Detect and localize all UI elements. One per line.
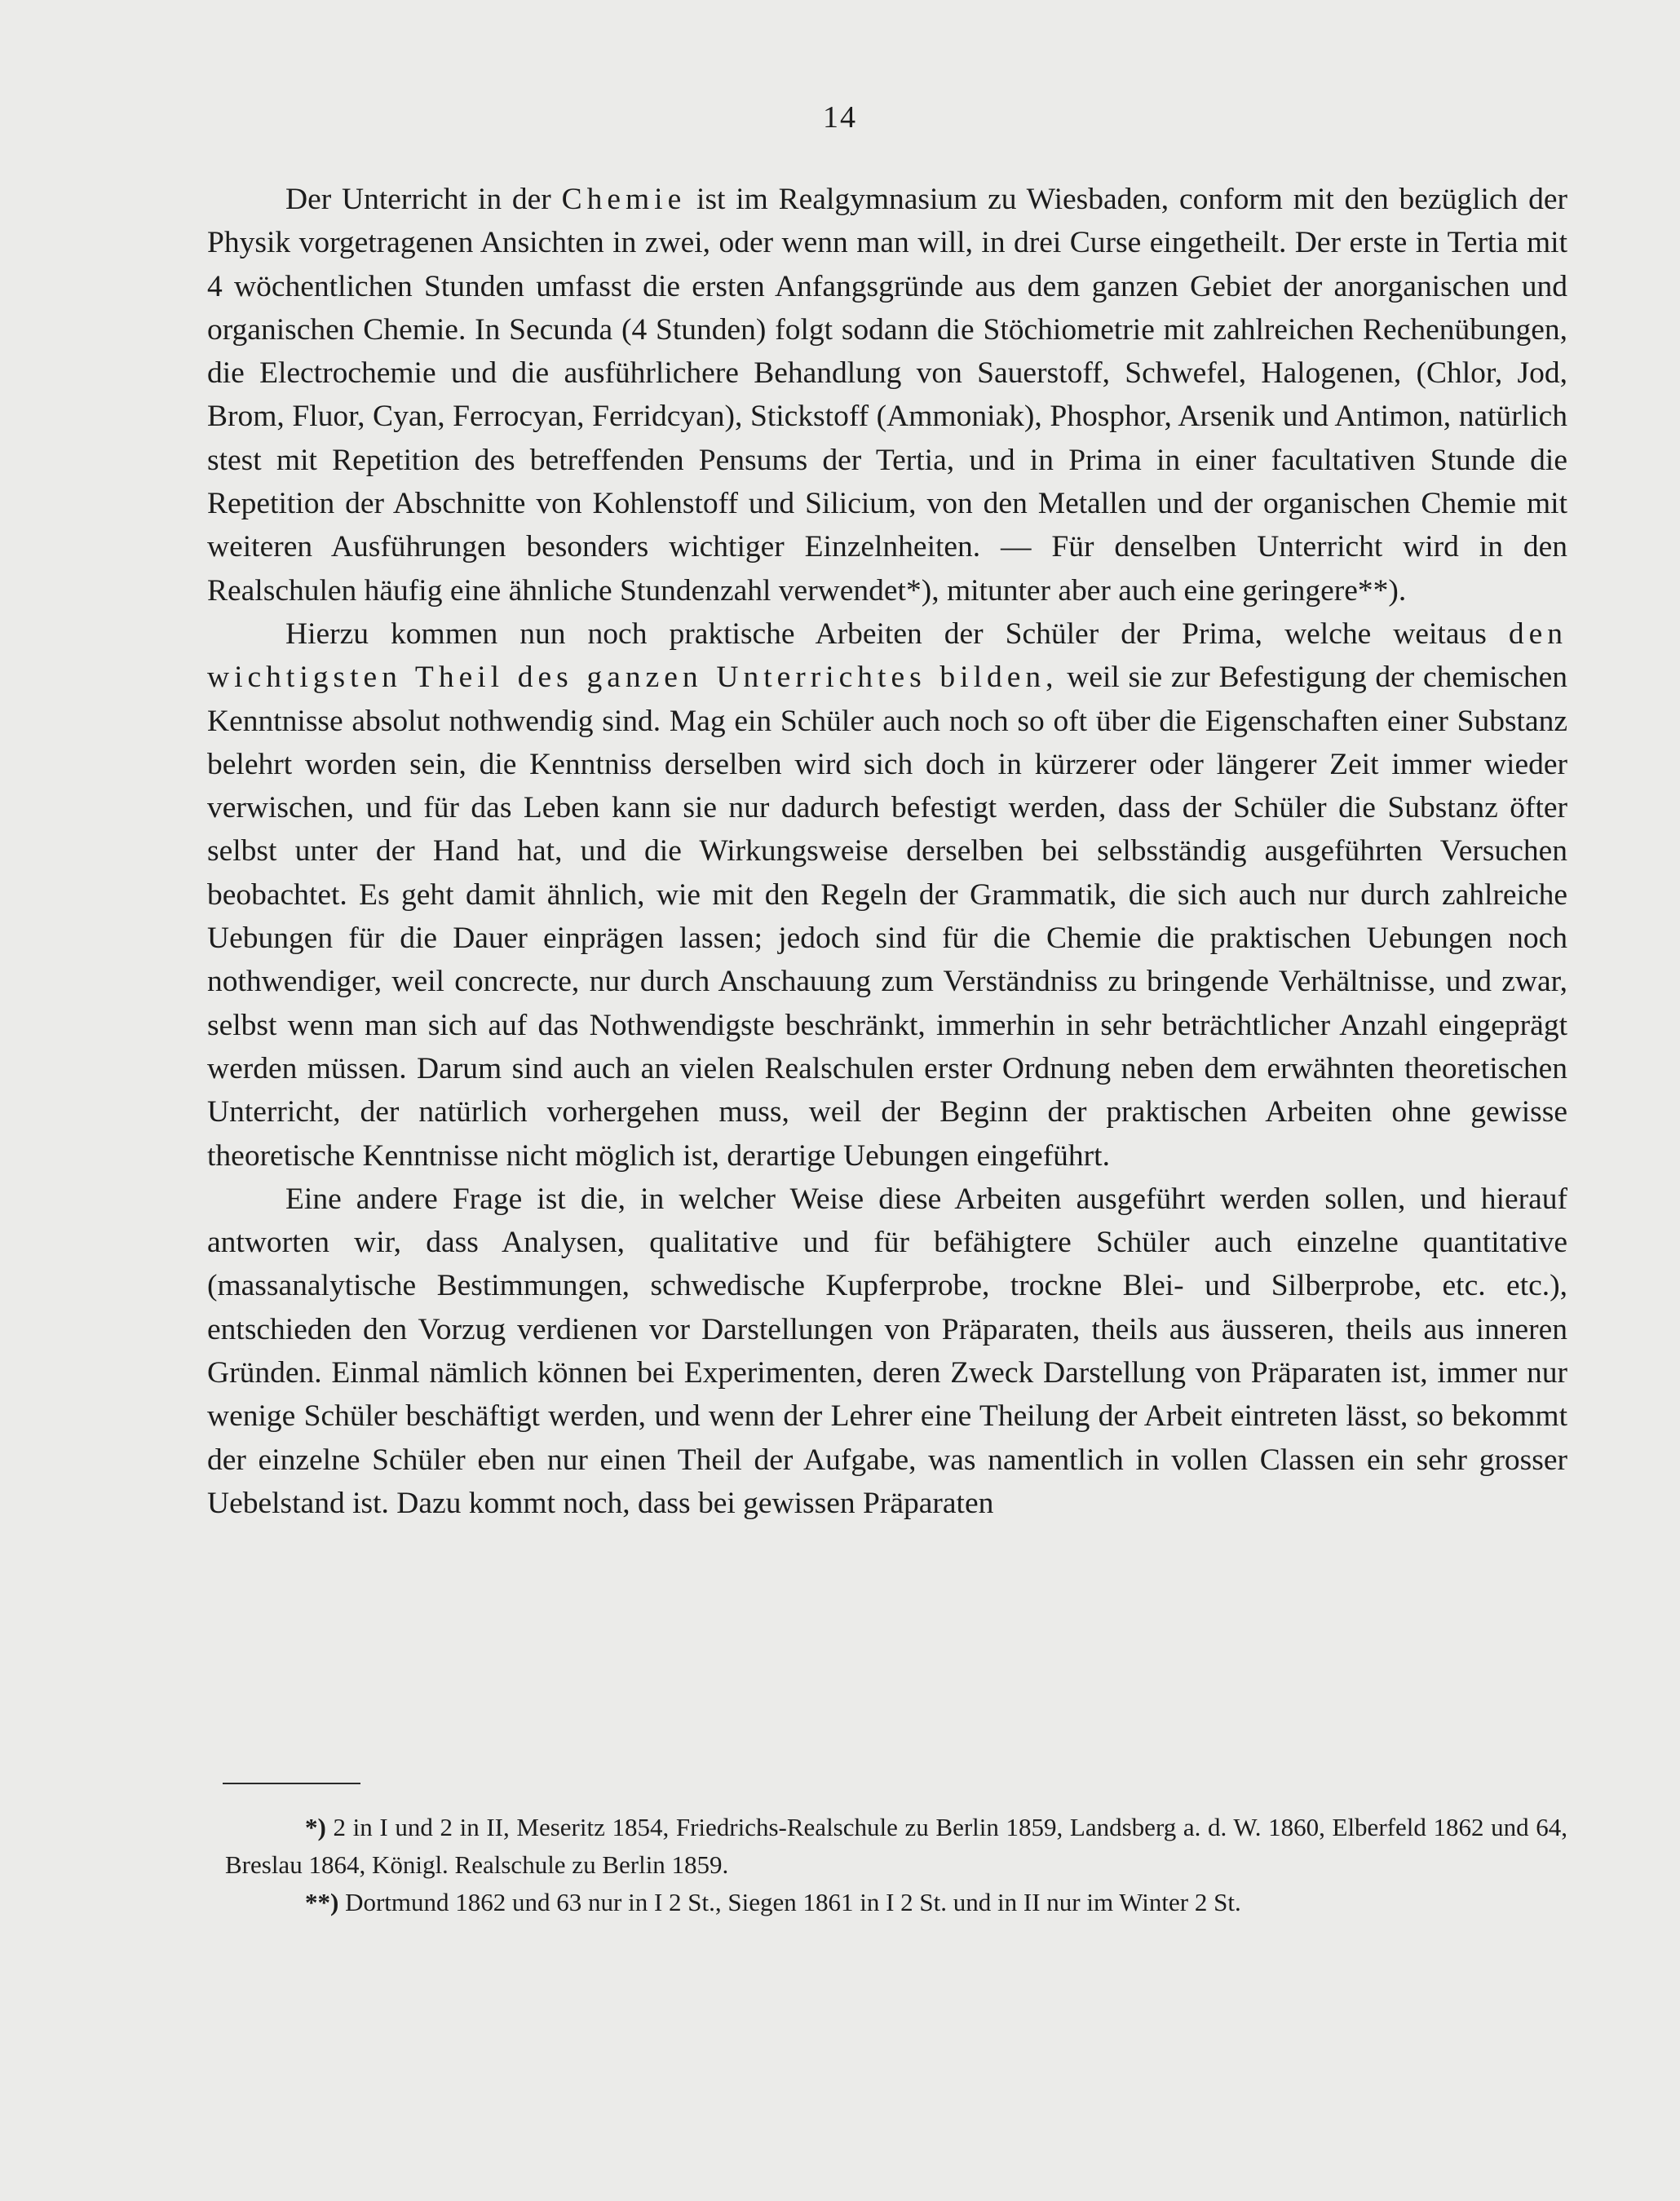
paragraph-2-emphasis: den wichtigsten Theil des ganzen Unterrichtes bilden,	[207, 617, 1567, 695]
page-number: 14	[823, 100, 857, 135]
paragraph-2-text-c: weil sie zur Befestigung der chemischen Kenntnisse absolut nothwendig sind. Mag ein Schüler auch noch so oft über die Eigenschaften einer Substanz belehrt worden sein, die Kenntniss derselben wird sich doch in kürzerer oder längerer Zeit immer wieder verwischen, und für das Leben kann sie nur dadurch befestigt werden, dass der Schüler die Substanz öfter selbst unter der Hand hat, und die Wirkungsweise derselben bei selbsständig ausgeführten Versuchen beobachtet. Es geht damit ähnlich, wie mit den Regeln der Grammatik, die sich auch nur durch zahlreiche Uebungen für die Dauer einprägen lassen; jedoch sind für die Chemie die praktischen Uebungen noch nothwendiger, weil concrecte, nur durch Anschauung zum Verständniss zu bringende Verhältnisse, und zwar, selbst wenn man sich auf das Nothwendigste beschränkt, immerhin in sehr beträchtlicher Anzahl eingeprägt werden müssen. Darum sind auch an vielen Realschulen erster Ordnung neben dem erwähnten theoretischen Unterricht, der natürlich vorhergehen muss, weil der Beginn der praktischen Arbeiten ohne gewisse theoretische Kenntnisse nicht möglich ist, derartige Uebungen eingeführt.	[207, 661, 1568, 1173]
paragraph-3: Eine andere Frage ist die, in welcher Weise diese Arbeiten ausgeführt werden sollen, und hierauf antworten wir, dass Analysen, qualitative und für befähigtere Schüler auch einzelne quantitative (massanalytische Bestimmungen, schwedische Kupferprobe, trockne Blei- und Silberprobe, etc. etc.), entschieden den Vorzug verdienen vor Darstellungen von Präparaten, theils aus äusseren, theils aus inneren Gründen. Einmal nämlich können bei Experimenten, deren Zweck Darstellung von Präparaten ist, immer nur wenige Schüler beschäftigt werden, und wenn der Lehrer eine Theilung der Arbeit eintreten lässt, so bekommt der einzelne Schüler eben nur einen Theil der Aufgabe, was namentlich in vollen Classen ein sehr grosser Uebelstand ist. Dazu kommt noch, dass bei gewissen Präparaten	[207, 1182, 1567, 1520]
footnote-2-text: Dortmund 1862 und 63 nur in I 2 St., Siegen 1861 in I 2 St. und in II nur im Winter 2 St.	[338, 1888, 1241, 1916]
footnote-2-marker: **)	[305, 1888, 339, 1916]
footnote-2	[225, 1884, 1567, 1921]
paragraph-2-text-a: Hierzu kommen nun noch praktische Arbeiten der Schüler der Prima, welche weitaus	[285, 617, 1509, 651]
paragraph-1-text-c: ist im Realgymnasium zu Wiesbaden, conform mit den bezüglich der Physik vorgetragenen Ansichten in zwei, oder wenn man will, in drei Curse eingetheilt. Der erste in Tertia mit 4 wöchentlichen Stunden umfasst die ersten Anfangsgründe aus dem ganzen Gebiet der anorganischen und organischen Chemie. In Secunda (4 Stunden) folgt sodann die Stöchiometrie mit zahlreichen Rechenübungen, die Electrochemie und die ausführlichere Behandlung von Sauerstoff, Schwefel, Halogenen, (Chlor, Jod, Brom, Fluor, Cyan, Ferrocyan, Ferridcyan), Stickstoff (Ammoniak), Phosphor, Arsenik und Antimon, natürlich stest mit Repetition des betreffenden Pensums der Tertia, und in Prima in einer facultativen Stunde die Repetition der Abschnitte von Kohlenstoff und Silicium, von den Metallen und der organischen Chemie mit weiteren Ausführungen besonders wichtiger Einzelnheiten. — Für denselben Unterricht wird in den Realschulen häufig eine ähnliche Stundenzahl verwendet*), mitunter aber auch eine geringere**).	[207, 183, 1567, 608]
footnote-1-marker: *)	[305, 1813, 326, 1841]
paragraph-1-emphasis: Chemie	[561, 183, 687, 216]
paragraph-2	[207, 612, 1567, 1178]
footnote-divider	[223, 1783, 360, 1784]
footnote-1-text: 2 in I und 2 in II, Meseritz 1854, Friedrichs-Realschule zu Berlin 1859, Landsberg a. d. W. 1860, Elberfeld 1862 und 64, Breslau 1864, Königl. Realschule zu Berlin 1859.	[225, 1813, 1567, 1879]
footnote-1	[225, 1809, 1567, 1884]
paragraph-1	[207, 178, 1567, 612]
body-text	[207, 178, 1567, 1525]
footnotes	[225, 1809, 1567, 1921]
paragraph-1-text-a: Der Unterricht in der	[285, 183, 562, 216]
